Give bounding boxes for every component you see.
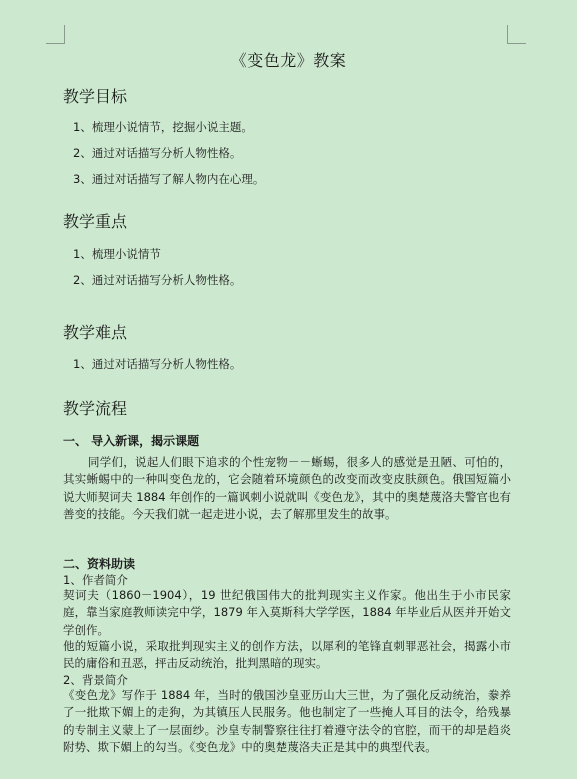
difficulty-item: 1、通过对话描写分析人物性格。	[73, 357, 242, 371]
section-intro-paragraph: 同学们，说起人们眼下追求的个性宠物－－蜥蜴，很多人的感觉是丑陋、可怕的，其实蜥蜴中的一种叫变色龙的，它会随着环境颜色的改变而改变皮肤颜色。俄国短篇小说大师契诃夫 1884 年创作的一篇讽刺小说就叫《变色龙》，其中的奥楚蔑洛夫警官也有善变的技能。今天我们就一起走进小说，去了解那里发生的故事。	[63, 455, 511, 521]
document-title: 《变色龙》教案	[230, 51, 347, 70]
key-points-heading: 教学重点	[63, 212, 128, 231]
process-heading: 教学流程	[63, 399, 128, 418]
objectives-heading: 教学目标	[63, 87, 128, 106]
section-reading-heading: 二、资料助读	[63, 557, 136, 571]
background-paragraph: 《变色龙》写作于 1884 年，当时的俄国沙皇亚历山大三世，为了强化反动统治，豢养了一批欺下媚上的走狗，为其镇压人民服务。他也制定了一些掩人耳目的法令，给残暴的专制主义蒙上了一层面纱。沙皇专制警察往往打着遵守法令的官腔，而干的却是趋炎附势、欺下媚上的勾当。《变色龙》中的奥楚蔑洛夫正是其中的典型代表。	[63, 688, 511, 754]
author-intro-paragraph: 契诃夫（1860－1904），19 世纪俄国伟大的批判现实主义作家。他出生于小市民家庭，靠当家庭教师读完中学，1879 年入莫斯科大学学医，1884 年毕业后从医并开始文学创作。	[63, 588, 511, 637]
background-intro-label: 2、背景简介	[63, 673, 128, 687]
key-point-item: 1、梳理小说情节	[73, 247, 161, 261]
author-intro-label: 1、作者简介	[63, 573, 128, 587]
objective-item: 2、通过对话描写分析人物性格。	[73, 146, 242, 160]
author-style-paragraph: 他的短篇小说，采取批判现实主义的创作方法，以犀利的笔锋直刺罪恶社会，揭露小市民的庸俗和丑恶，抨击反动统治，批判黑暗的现实。	[63, 639, 511, 671]
difficulties-heading: 教学难点	[63, 323, 128, 342]
objective-item: 1、梳理小说情节，挖掘小说主题。	[73, 120, 253, 134]
objective-item: 3、通过对话描写了解人物内在心理。	[73, 172, 265, 186]
margin-corner-top-right	[507, 25, 526, 44]
section-intro-heading: 一、 导入新课，揭示课题	[63, 434, 200, 448]
key-point-item: 2、通过对话描写分析人物性格。	[73, 273, 242, 287]
margin-corner-top-left	[46, 25, 65, 44]
